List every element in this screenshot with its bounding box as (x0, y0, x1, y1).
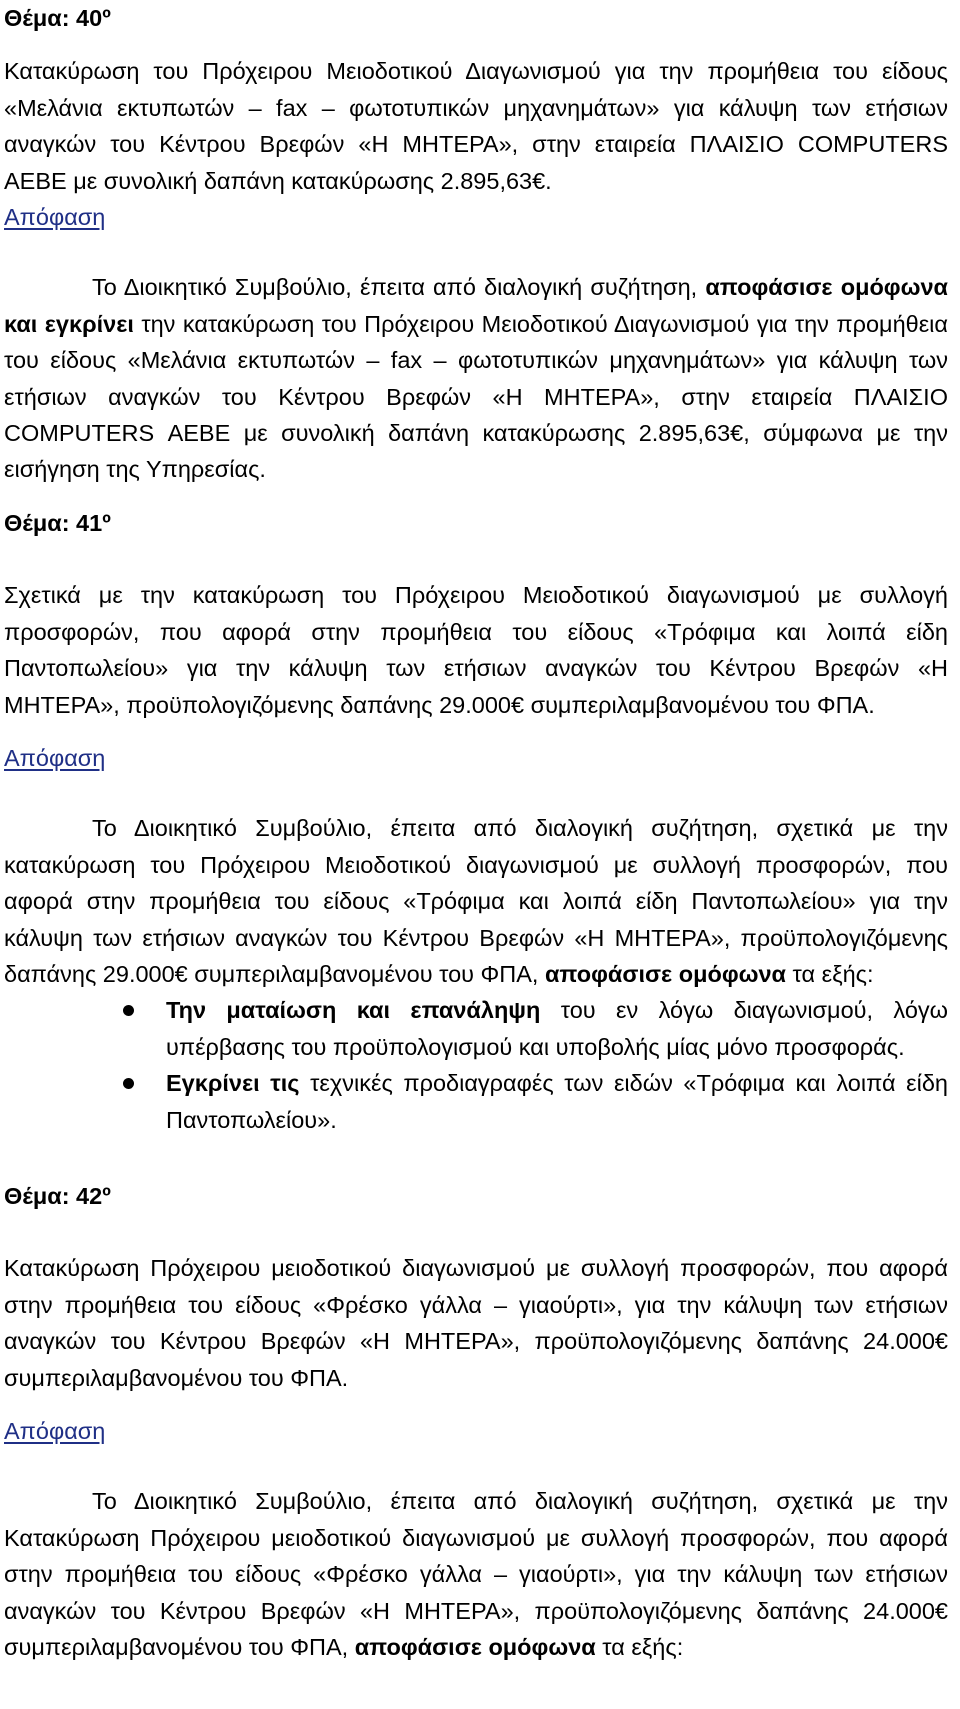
bullet-icon (123, 1078, 134, 1089)
topic-41-text: Σχετικά με την κατακύρωση του Πρόχειρου Μειοδοτικού διαγωνισμού με συλλογή προσφορών, που αφορά στην προμήθεια του είδους «Τρόφιμα και λοιπά είδη Παντοπωλείου» για την κάλυψη των ετήσιων αναγκών του Κέντρου Βρεφών «Η ΜΗΤΕΡΑ», προϋπολογιζόμενης δαπάνης 29.000€ συμπεριλαμβανομένου του ΦΠΑ. (4, 582, 948, 718)
topic-42-decision-label: Απόφαση (4, 1418, 106, 1444)
topic-41-decision-label: Απόφαση (4, 744, 106, 771)
topic-42-decision-intro: Το Διοικητικό Συμβούλιο, έπειτα από διαλογική συζήτηση, σχετικά με την Κατακύρωση Πρόχειρου μειοδοτικού διαγωνισμού με συλλογή προσφορών, που αφορά στην προμήθεια του είδους «Φρέσκο γάλλα – γιαούρτι», για την κάλυψη των ετήσιων αναγκών του Κέντρου Βρεφών «Η ΜΗΤΕΡΑ», προϋπολογιζόμενης δαπάνης 24.000€ συμπεριλαμβανομένου του ΦΠΑ, (4, 1488, 948, 1661)
list-item (4, 992, 948, 1065)
bullet-text: τεχνικές προδιαγραφές των ειδών «Τρόφιμα και λοιπά είδη Παντοπωλείου». (166, 1070, 948, 1133)
topic-40-text: Κατακύρωση του Πρόχειρου Μειοδοτικού Διαγωνισμού για την προμήθεια του είδους «Μελάνια εκτυπωτών – fax – φωτοτυπικών μηχανημάτων» για κάλυψη των ετήσιων αναγκών του Κέντρου Βρεφών «Η ΜΗΤΕΡΑ», στην εταιρεία ΠΛΑΙΣΙΟ COMPUTERS ΑΕΒΕ με συνολική δαπάνη κατακύρωσης 2.895,63€. (4, 58, 948, 194)
topic-40-decision-label: Απόφαση (4, 204, 106, 231)
topic-41-decision-bold: αποφάσισε ομόφωνα (544, 960, 787, 987)
topic-42-decision (4, 1483, 948, 1665)
bullet-bold: Την ματαίωση και επανάληψη (166, 997, 541, 1024)
topic-42-decision-rest: τα εξής: (595, 1634, 684, 1661)
bullet-text: του εν λόγω διαγωνισμού, λόγω υπέρβασης του προϋπολογισμού και υποβολής μίας μόνο προσφοράς. (166, 997, 948, 1060)
bullet-bold: Εγκρίνει τις (166, 1070, 300, 1097)
topic-40-decision-bold: αποφάσισε ομόφωνα και εγκρίνει (4, 274, 948, 337)
topic-41-decision-intro: Το Διοικητικό Συμβούλιο, έπειτα από διαλογική συζήτηση, σχετικά με την κατακύρωση του Πρόχειρου Μειοδοτικού διαγωνισμού με συλλογή προσφορών, που αφορά στην προμήθεια του είδους «Τρόφιμα και λοιπά είδη Παντοπωλείου» για την κάλυψη των ετήσιων αναγκών του Κέντρου Βρεφών «Η ΜΗΤΕΡΑ», προϋπολογιζόμενης δαπάνης 29.000€ συμπεριλαμβανομένου του ΦΠΑ, (4, 815, 948, 987)
topic-40-heading: Θέμα: 40º (4, 5, 111, 31)
topic-40-decision (4, 269, 948, 487)
topic-42-heading: Θέμα: 42º (4, 1182, 111, 1209)
topic-42-text: Κατακύρωση Πρόχειρου μειοδοτικού διαγωνισμού με συλλογή προσφορών, που αφορά στην προμήθεια του είδους «Φρέσκο γάλλα – γιαούρτι», για την κάλυψη των ετήσιων αναγκών του Κέντρου Βρεφών «Η ΜΗΤΕΡΑ», προϋπολογιζόμενης δαπάνης 24.000€ συμπεριλαμβανομένου του ΦΠΑ. (4, 1255, 948, 1391)
topic-40-decision-intro: Το Διοικητικό Συμβούλιο, έπειτα από διαλογική συζήτηση, (92, 274, 706, 301)
topic-41-heading: Θέμα: 41º (4, 509, 111, 536)
topic-41-decision-rest: τα εξής: (786, 960, 874, 987)
bullet-icon (123, 1005, 134, 1016)
topic-40-decision-rest: την κατακύρωση του Πρόχειρου Μειοδοτικού Διαγωνισμού για την προμήθεια του είδους «Μελάνια εκτυπωτών – fax – φωτοτυπικών μηχανημάτων» για κάλυψη των ετήσιων αναγκών του Κέντρου Βρεφών «Η ΜΗΤΕΡΑ», στην εταιρεία ΠΛΑΙΣΙΟ COMPUTERS ΑΕΒΕ με συνολική δαπάνη κατακύρωσης 2.895,63€, σύμφωνα με την εισήγηση της Υπηρεσίας. (4, 310, 948, 483)
topic-42-decision-bold: αποφάσισε ομόφωνα (354, 1634, 596, 1661)
list-item (4, 1065, 948, 1138)
topic-41-bullet-list (4, 992, 948, 1138)
topic-41-decision (4, 810, 948, 992)
